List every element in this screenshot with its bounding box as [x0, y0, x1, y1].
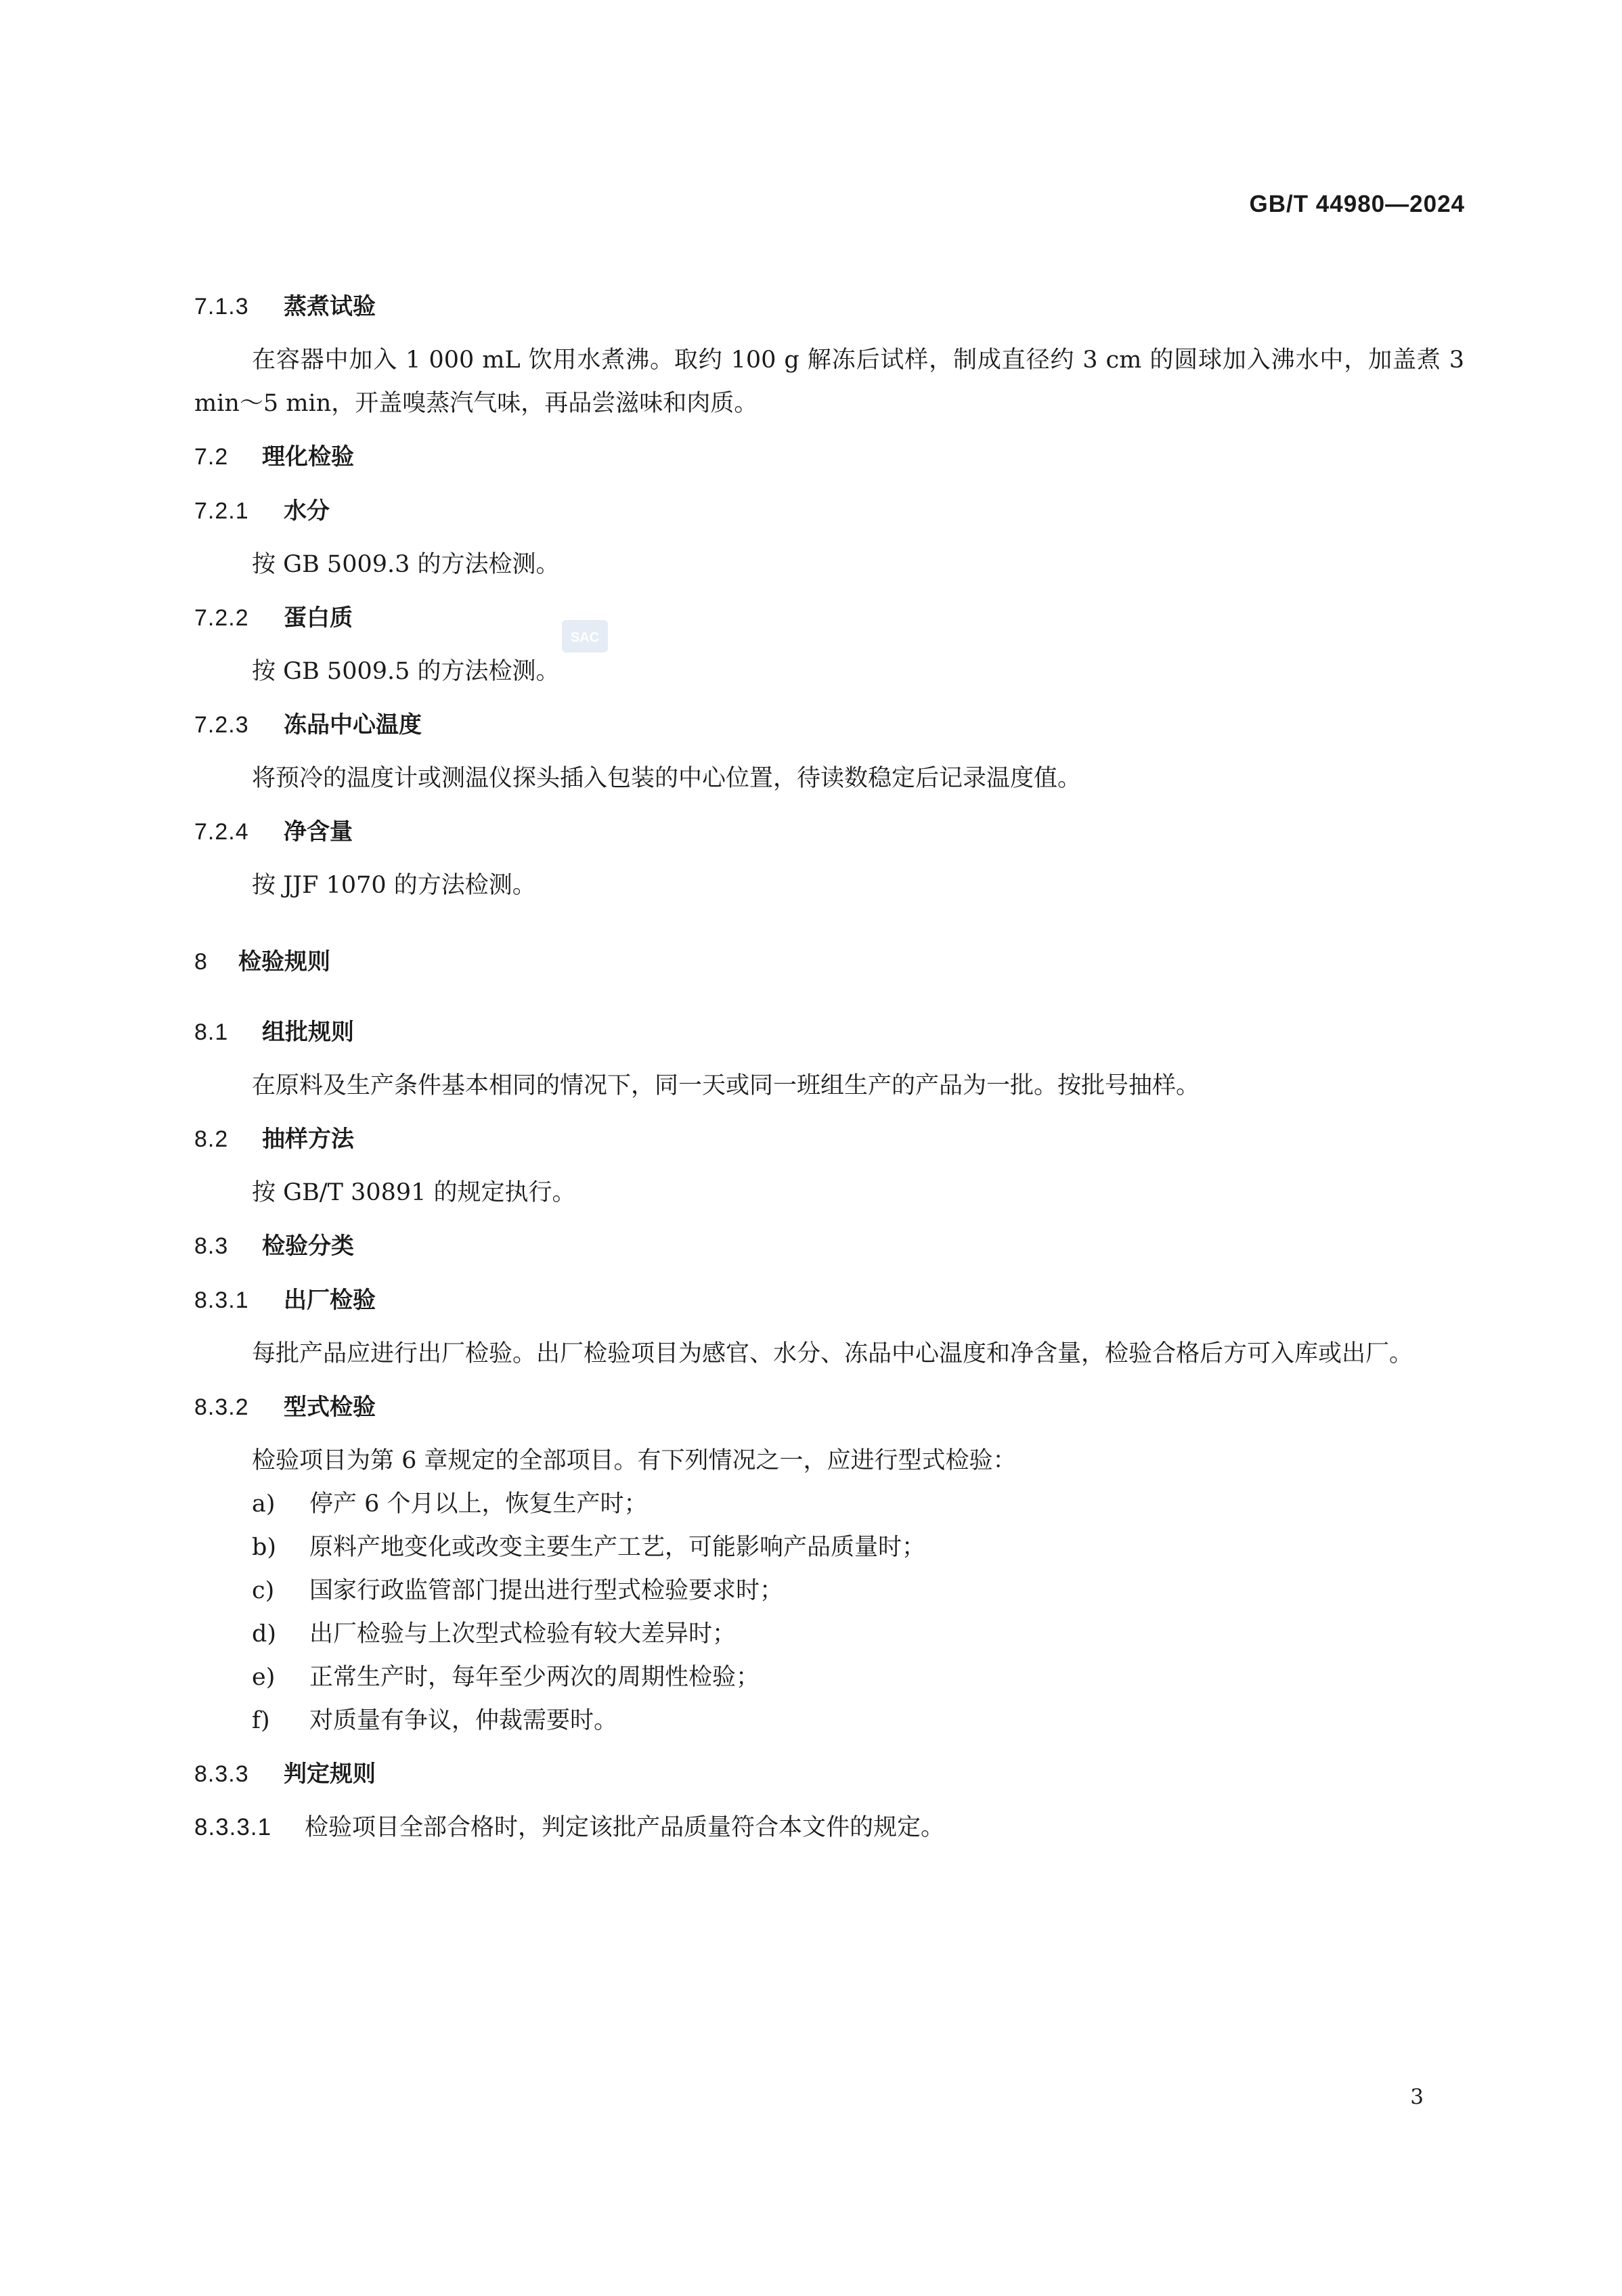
list-item: b) 原料产地变化或改变主要生产工艺，可能影响产品质量时；	[252, 1534, 926, 1561]
paragraph-7-1-3: 在容器中加入 1 000 mL 饮用水煮沸。取约 100 g 解冻后试样，制成直径约 3 cm 的圆球加入沸水中，加盖煮 3 min～5 min，开盖嗅蒸汽气味，再品尝滋味和肉质。	[194, 347, 1464, 417]
heading-8-3-1: 8.3.1 出厂检验	[194, 1287, 376, 1314]
heading-7-2: 7.2 理化检验	[194, 443, 354, 470]
paragraph-7-2-3: 将预冷的温度计或测温仪探头插入包装的中心位置，待读数稳定后记录温度值。	[252, 765, 1082, 792]
heading-8-3: 8.3 检验分类	[194, 1233, 354, 1260]
watermark-text: SAC	[570, 630, 600, 645]
paragraph-8-2: 按 GB/T 30891 的规定执行。	[252, 1179, 576, 1206]
heading-7-1-3: 7.1.3 蒸煮试验	[194, 293, 376, 320]
heading-8-2: 8.2 抽样方法	[194, 1126, 354, 1153]
heading-8-1: 8.1 组批规则	[194, 1019, 354, 1046]
heading-8: 8 检验规则	[194, 948, 330, 975]
heading-8-3-2: 8.3.2 型式检验	[194, 1394, 376, 1421]
paragraph-8-3-2: 检验项目为第 6 章规定的全部项目。有下列情况之一，应进行型式检验：	[252, 1447, 1017, 1474]
heading-7-2-3: 7.2.3 冻品中心温度	[194, 711, 422, 738]
page-number: 3	[1410, 2085, 1424, 2109]
paragraph-7-2-1: 按 GB 5009.3 的方法检测。	[252, 551, 560, 578]
heading-7-2-1: 7.2.1 水分	[194, 498, 330, 525]
list-item: e) 正常生产时，每年至少两次的周期性检验；	[252, 1664, 760, 1691]
paragraph-7-2-4: 按 JJF 1070 的方法检测。	[252, 872, 536, 899]
document-body	[194, 291, 1464, 1849]
paragraph-7-2-2: 按 GB 5009.5 的方法检测。	[252, 658, 560, 685]
list-item: a) 停产 6 个月以上，恢复生产时；	[252, 1491, 648, 1518]
list-item: c) 国家行政监管部门提出进行型式检验要求时；	[252, 1577, 784, 1604]
heading-8-3-3: 8.3.3 判定规则	[194, 1761, 376, 1788]
standard-code: GB/T 44980—2024	[1249, 191, 1465, 217]
list-item: f) 对质量有争议，仲裁需要时。	[252, 1707, 618, 1734]
heading-7-2-4: 7.2.4 净含量	[194, 818, 353, 845]
paragraph-8-3-1: 每批产品应进行出厂检验。出厂检验项目为感官、水分、冻品中心温度和净含量，检验合格后方可入库或出厂。	[252, 1340, 1413, 1367]
list-item: d) 出厂检验与上次型式检验有较大差异时；	[252, 1620, 737, 1648]
heading-7-2-2: 7.2.2 蛋白质	[194, 604, 353, 632]
paragraph-8-3-3-1: 8.3.3.1 检验项目全部合格时，判定该批产品质量符合本文件的规定。	[194, 1814, 945, 1841]
paragraph-8-1: 在原料及生产条件基本相同的情况下，同一天或同一班组生产的产品为一批。按批号抽样。	[252, 1072, 1200, 1099]
